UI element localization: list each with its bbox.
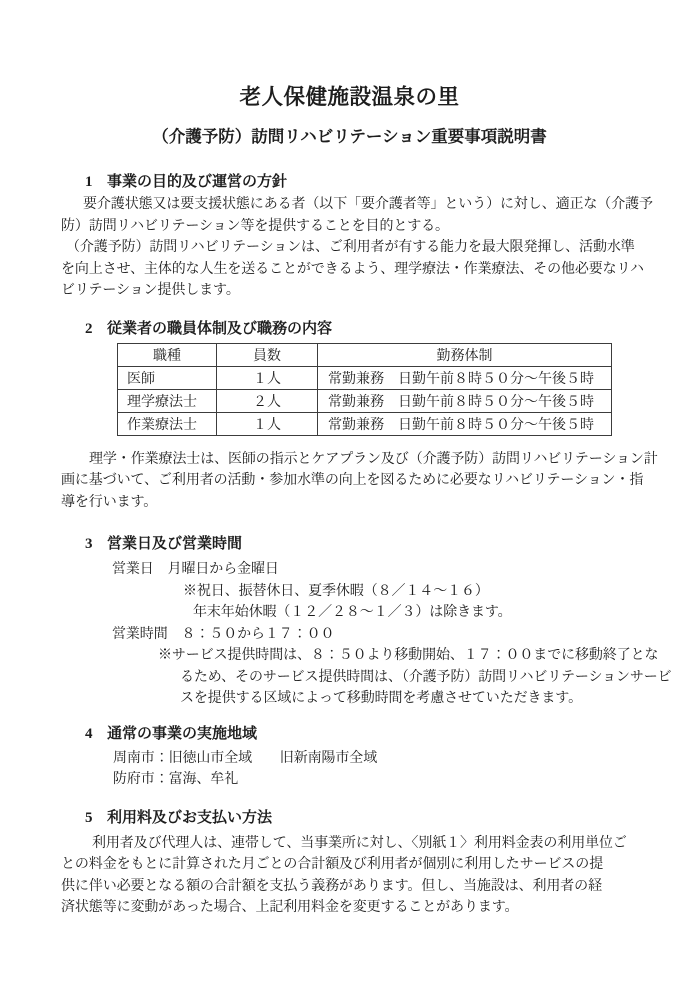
section-2-title: 従業者の職員体制及び職務の内容 bbox=[107, 319, 333, 337]
section-1-paragraph-line: （介護予防）訪問リハビリテーションは、ご利用者が有する能力を最大限発揮し、活動水準 bbox=[66, 240, 635, 255]
cell-headcount: １人 bbox=[217, 412, 318, 435]
section-3-title: 営業日及び営業時間 bbox=[107, 535, 243, 552]
section-1-paragraph-line: 防）訪問リハビリテーション等を提供することを目的とする。 bbox=[61, 218, 449, 234]
section-4-heading bbox=[61, 724, 657, 744]
section-1-heading bbox=[61, 172, 657, 192]
section-5-heading bbox=[61, 808, 657, 828]
service-area-line: 周南市：旧徳山市全域 旧新南陽市全域 bbox=[113, 750, 378, 766]
service-time-note-line: るため、そのサービス提供時間は、（介護予防）訪問リハビリテーションサービ bbox=[180, 669, 672, 685]
section-1-paragraph-line: 要介護状態又は要支援状態にある者（以下「要介護者等」という）に対し、適正な（介護予 bbox=[83, 197, 653, 212]
staff-table-header-row bbox=[118, 343, 612, 366]
service-time-note-line: スを提供する区域によって移動時間を考慮させていただきます。 bbox=[180, 691, 582, 706]
section-2-paragraph-line: 理学・作業療法士は、医師の指示とケアプラン及び（介護予防）訪問リハビリテーション計 bbox=[89, 451, 658, 467]
staff-table-head bbox=[118, 343, 612, 366]
section-1-title: 事業の目的及び運営の方針 bbox=[107, 173, 288, 190]
column-header-work-system: 勤務体制 bbox=[318, 343, 612, 366]
newyear-exception-line: 年末年始休暇（１２／２８～１／３）は除きます。 bbox=[193, 605, 512, 620]
cell-work-system: 常勤兼務 日勤午前８時５０分～午後５時 bbox=[318, 389, 612, 412]
page-subtitle: （介護予防）訪問リハビリテーション重要事項説明書 bbox=[152, 128, 547, 146]
cell-work-system: 常勤兼務 日勤午前８時５０分～午後５時 bbox=[318, 366, 612, 389]
section-1-paragraph-line: を向上させ、主体的な人生を送ることができるよう、理学療法・作業療法、その他必要なリハ bbox=[61, 261, 644, 277]
section-4-number: 4 bbox=[85, 725, 93, 742]
column-header-headcount: 員数 bbox=[217, 343, 318, 366]
document-content bbox=[61, 0, 672, 919]
section-1-number: 1 bbox=[85, 174, 93, 190]
table-row bbox=[118, 389, 612, 412]
cell-headcount: ２人 bbox=[217, 389, 318, 412]
cell-job-type: 理学療法士 bbox=[118, 389, 217, 412]
business-days-line: 営業日 月曜日から金曜日 bbox=[112, 562, 279, 577]
section-5-paragraph-line: との料金をもとに計算された月ごとの合計額及び利用者が個別に利用したサービスの提 bbox=[61, 857, 604, 872]
business-hours-line: 営業時間 ８：５０から１７：００ bbox=[112, 626, 335, 642]
staff-structure-table bbox=[117, 343, 612, 436]
service-area-line: 防府市：富海、牟礼 bbox=[113, 772, 239, 787]
section-5-paragraph-line: 利用者及び代理人は、連帯して、当事業所に対し、〈別紙１〉利用料金表の利用単位ご bbox=[92, 835, 627, 851]
section-2-number: 2 bbox=[85, 320, 93, 337]
section-3-number: 3 bbox=[85, 536, 93, 552]
staff-table-body bbox=[118, 366, 612, 435]
section-1-paragraph-line: ビリテーション提供します。 bbox=[61, 283, 240, 298]
cell-job-type: 作業療法士 bbox=[118, 412, 217, 435]
section-4-title: 通常の事業の実施地域 bbox=[107, 724, 258, 742]
table-row bbox=[118, 412, 612, 435]
section-2-paragraph-line: 導を行います。 bbox=[61, 494, 158, 510]
page-title: 老人保健施設温泉の里 bbox=[239, 85, 460, 109]
section-2-heading bbox=[61, 319, 657, 339]
column-header-job-type: 職種 bbox=[118, 343, 217, 366]
cell-job-type: 医師 bbox=[118, 366, 217, 389]
service-time-note-line: ※サービス提供時間は、８：５０より移動開始、１７：００までに移動終了とな bbox=[158, 648, 659, 663]
section-3-heading bbox=[61, 534, 657, 554]
cell-work-system: 常勤兼務 日勤午前８時５０分～午後５時 bbox=[318, 412, 612, 435]
table-row bbox=[118, 366, 612, 389]
cell-headcount: １人 bbox=[217, 366, 318, 389]
section-2-paragraph-line: 画に基づいて、ご利用者の活動・参加水準の向上を図るために必要なリハビリテーション・指 bbox=[61, 473, 644, 488]
section-5-paragraph-line: 供に伴い必要となる額の合計額を支払う義務があります。但し、当施設は、利用者の経 bbox=[61, 878, 602, 894]
holiday-exception-line: ※祝日、振替休日、夏季休暇（８／１４～１６） bbox=[183, 583, 489, 599]
section-5-title: 利用料及びお支払い方法 bbox=[107, 808, 273, 826]
section-5-number: 5 bbox=[85, 809, 93, 826]
section-5-paragraph-line: 済状態等に変動があった場合、上記利用料金を変更することがあります。 bbox=[61, 900, 519, 915]
